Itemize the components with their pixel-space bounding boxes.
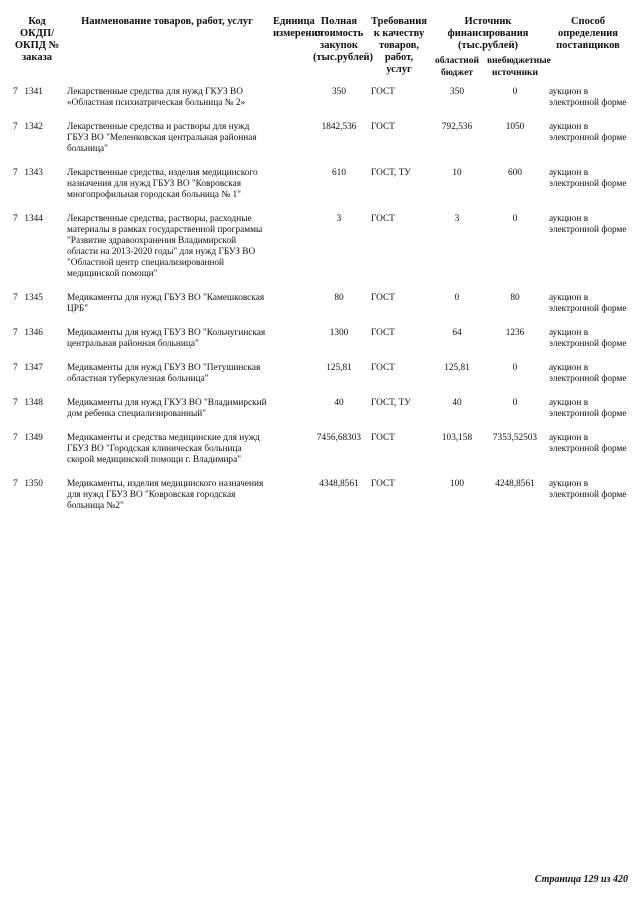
row-unit	[270, 208, 310, 287]
row-code	[10, 208, 64, 287]
row-method: аукцион в электронной форме	[549, 398, 627, 419]
row-requirements: ГОСТ	[371, 122, 395, 132]
table-row	[10, 116, 630, 162]
row-okdp: 7	[13, 398, 18, 408]
row-extra: 4248,8561	[495, 479, 535, 489]
row-method: аукцион в электронной форме	[549, 87, 627, 108]
row-name: Медикаменты для нужд ГБУЗ ВО "Камешковская ЦРБ"	[67, 293, 265, 314]
row-number: 1346	[24, 328, 43, 338]
table-row	[10, 81, 630, 116]
row-unit	[270, 322, 310, 357]
table-row	[10, 287, 630, 322]
row-number: 1342	[24, 122, 43, 132]
row-method: аукцион в электронной форме	[549, 122, 627, 143]
row-unit	[270, 392, 310, 427]
row-requirements: ГОСТ	[371, 293, 395, 303]
header-source-extra: внебюджетные источники	[487, 56, 551, 78]
row-name: Лекарственные средства для нужд ГКУЗ ВО «Областная психиатрическая больница № 2»	[67, 87, 246, 108]
row-unit	[270, 162, 310, 208]
row-method: аукцион в электронной форме	[549, 363, 627, 384]
row-requirements: ГОСТ	[371, 214, 395, 224]
row-requirements: ГОСТ	[371, 328, 395, 338]
row-code	[10, 392, 64, 427]
row-number: 1349	[24, 433, 43, 443]
table-row	[10, 357, 630, 392]
row-name: Медикаменты, изделия медицинского назначения для нужд ГБУЗ ВО "Ковровская городская больница №2"	[67, 479, 264, 511]
header-source: Источник финансирования (тыс.рублей)	[447, 16, 529, 51]
row-number: 1343	[24, 168, 43, 178]
row-unit	[270, 357, 310, 392]
header-code: Код ОКДП/ ОКПД № заказа	[14, 16, 60, 63]
row-code	[10, 287, 64, 322]
table-row	[10, 208, 630, 287]
row-regional: 792,536	[441, 122, 473, 132]
row-okdp: 7	[13, 87, 18, 97]
row-requirements: ГОСТ	[371, 479, 395, 489]
row-okdp: 7	[13, 328, 18, 338]
row-extra: 7353,52503	[492, 433, 538, 443]
page-number: Страница 129 из 420	[534, 874, 628, 885]
row-name: Лекарственные средства, изделия медицинского назначения для нужд ГБУЗ ВО "Ковровская многопрофильная городская больница № 1"	[67, 168, 258, 200]
row-regional: 3	[454, 214, 460, 224]
row-unit	[270, 81, 310, 116]
row-cost: 3	[336, 214, 342, 224]
row-regional: 103,158	[441, 433, 473, 443]
row-number: 1347	[24, 363, 43, 373]
row-code	[10, 81, 64, 116]
row-method: аукцион в электронной форме	[549, 479, 627, 500]
row-requirements: ГОСТ	[371, 87, 395, 97]
row-requirements: ГОСТ	[371, 363, 395, 373]
row-requirements: ГОСТ, ТУ	[371, 398, 411, 408]
row-extra: 0	[512, 214, 518, 224]
row-name: Лекарственные средства и растворы для нужд ГБУЗ ВО "Меленковская центральная районная больница"	[67, 122, 257, 154]
row-extra: 1050	[505, 122, 525, 132]
row-okdp: 7	[13, 293, 18, 303]
row-okdp: 7	[13, 122, 18, 132]
row-cost: 1300	[329, 328, 349, 338]
row-okdp: 7	[13, 363, 18, 373]
row-number: 1345	[24, 293, 43, 303]
row-method: аукцион в электронной форме	[549, 214, 627, 235]
table-row	[10, 427, 630, 473]
row-code	[10, 427, 64, 473]
row-name: Медикаменты и средства медицинские для нужд ГБУЗ ВО "Городская клиническая больница скорой медицинской помощи г. Владимира"	[67, 433, 260, 465]
header-unit: Единица измерения	[273, 16, 324, 39]
row-cost: 4348,8561	[319, 479, 359, 489]
row-requirements: ГОСТ, ТУ	[371, 168, 411, 178]
row-name: Медикаменты для нужд ГБУЗ ВО "Петушинская областная туберкулезная больница"	[67, 363, 261, 384]
document-sheet	[10, 12, 630, 892]
row-cost: 350	[332, 87, 346, 97]
row-extra: 1236	[505, 328, 525, 338]
row-regional: 10	[452, 168, 462, 178]
row-code	[10, 357, 64, 392]
row-code	[10, 322, 64, 357]
row-code	[10, 162, 64, 208]
row-unit	[270, 116, 310, 162]
row-name: Лекарственные средства, растворы, расходные материалы в рамках государственной программы "Развитие здравоохранения Владимирской области на 2013-2020 годы" для нужд ГБУЗ ВО "Областной центр специализированной медицинской помощи"	[67, 214, 263, 279]
table-row	[10, 322, 630, 357]
header-method: Способ определения поставщиков	[556, 16, 620, 51]
row-method: аукцион в электронной форме	[549, 293, 627, 314]
row-number: 1341	[24, 87, 43, 97]
row-requirements: ГОСТ	[371, 433, 395, 443]
row-unit	[270, 473, 310, 519]
row-cost: 125,81	[326, 363, 352, 373]
header-requirements: Требования к качеству товаров, работ, услуг	[371, 16, 427, 75]
row-cost: 80	[334, 293, 344, 303]
row-name: Медикаменты для нужд ГБУЗ ВО "Кольчугинская центральная районная больница"	[67, 328, 266, 349]
row-name: Медикаменты для нужд ГКУЗ ВО "Владимирский дом ребенка специализированный"	[67, 398, 267, 419]
row-cost: 40	[334, 398, 344, 408]
row-code	[10, 116, 64, 162]
header-source-regional: областной бюджет	[435, 56, 479, 78]
row-extra: 600	[508, 168, 522, 178]
row-unit	[270, 287, 310, 322]
row-extra: 0	[512, 87, 518, 97]
row-number: 1350	[24, 479, 43, 489]
row-okdp: 7	[13, 214, 18, 224]
table-row	[10, 162, 630, 208]
row-regional: 0	[454, 293, 460, 303]
row-regional: 100	[450, 479, 464, 489]
table-body	[10, 81, 630, 519]
row-method: аукцион в электронной форме	[549, 328, 627, 349]
row-cost: 7456,68303	[316, 433, 362, 443]
row-method: аукцион в электронной форме	[549, 433, 627, 454]
row-number: 1348	[24, 398, 43, 408]
row-extra: 0	[512, 363, 518, 373]
row-cost: 610	[332, 168, 346, 178]
row-code	[10, 473, 64, 519]
row-okdp: 7	[13, 479, 18, 489]
row-regional: 350	[450, 87, 464, 97]
table-row	[10, 392, 630, 427]
header-cost: Полная стоимость закупок (тыс.рублей)	[313, 16, 374, 63]
table-header-row	[10, 12, 630, 52]
row-extra: 0	[512, 398, 518, 408]
row-regional: 40	[452, 398, 462, 408]
row-okdp: 7	[13, 168, 18, 178]
row-unit	[270, 427, 310, 473]
row-cost: 1842,536	[321, 122, 357, 132]
row-regional: 64	[452, 328, 462, 338]
row-extra: 80	[510, 293, 520, 303]
row-method: аукцион в электронной форме	[549, 168, 627, 189]
row-number: 1344	[24, 214, 43, 224]
header-name: Наименование товаров, работ, услуг	[81, 16, 253, 27]
row-regional: 125,81	[444, 363, 470, 373]
procurement-table	[10, 12, 630, 519]
table-row	[10, 473, 630, 519]
row-okdp: 7	[13, 433, 18, 443]
